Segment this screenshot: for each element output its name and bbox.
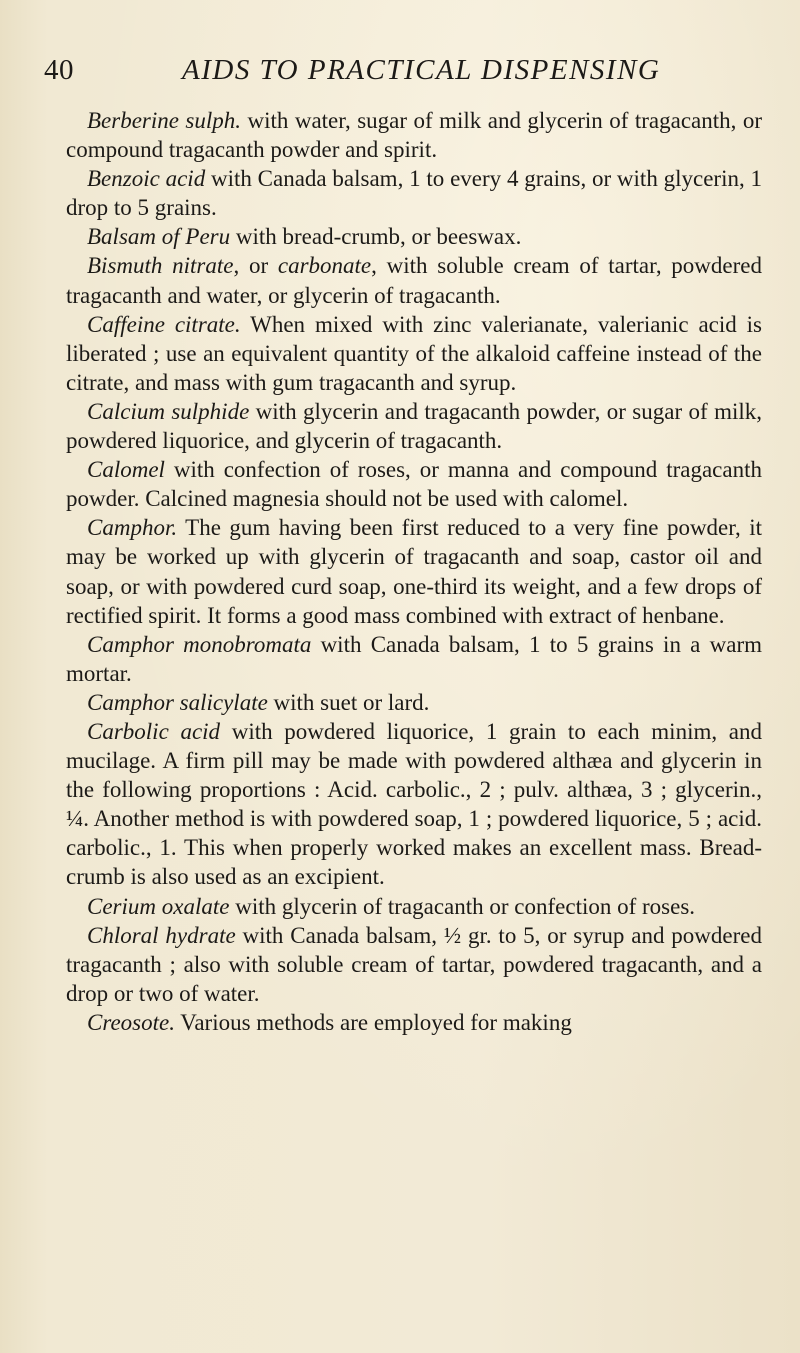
entry-term: Calomel [87,457,165,483]
entry-camphor-salicylate [66,688,762,717]
entry-text: with Canada balsam, ½ gr. to 5, or syrup and powdered tragacanth ; also with soluble cream of tartar, powdered tragacanth, and a drop or two of water. [66,922,762,1006]
entry-term-alt: carbonate [277,253,372,279]
page-number: 40 [44,54,74,86]
entry-term: Camphor salicylate [87,689,268,715]
entry-text: with Canada balsam, 1 to 5 grains in a warm mortar. [66,631,762,686]
entry-text: with Canada balsam, 1 to every 4 grains, or with glycerin, 1 drop to 5 grains. [66,166,762,221]
entry-text: with confection of roses, or manna and compound tragacanth powder. Calcined magnesia should not be used with calomel. [66,457,762,512]
entry-benzoic-acid [66,164,762,222]
entry-calcium-sulphide [66,397,762,455]
entry-term: Caffeine citrate. [87,311,241,337]
entry-term: Carbolic acid [87,718,221,744]
entry-text-joiner: , or [233,253,278,279]
entry-balsam-of-peru [66,222,762,251]
body-text [66,106,762,1037]
running-title: AIDS TO PRACTICAL DISPENSING [182,54,661,86]
entry-camphor-monobromata [66,630,762,688]
entry-text: with glycerin of tragacanth or confection of roses. [229,893,696,919]
entry-text: with powdered liquorice, 1 grain to each minim, and mucilage. A firm pill may be made with powdered althæa and glycerin in the following proportions : Acid. carbolic., 2 ; pulv. althæa, 3 ; glycerin., ¼. Another method is with powdered soap, 1 ; powdered liquorice, 5 ; acid. carbolic., 1. This when properly worked makes an excellent mass. Bread-crumb is also used as an excipient. [66,718,762,890]
entry-text: , with soluble cream of tartar, powdered tragacanth and water, or glycerin of tragacanth. [66,253,762,308]
entry-text: with glycerin and tragacanth powder, or sugar of milk, powdered liquorice, and glycerin of tragacanth. [66,398,762,454]
entry-term: Creosote. [87,1009,175,1035]
entry-chloral-hydrate [66,921,762,1008]
entry-camphor [66,513,762,629]
entry-creosote [66,1008,762,1037]
entry-text: The gum having been first reduced to a very fine powder, it may be worked up with glycerin of tragacanth and soap, castor oil and soap, or with powdered curd soap, one-third its weight, and a few drops of rectified spirit. It forms a good mass combined with extract of henbane. [66,515,762,628]
entry-term: Camphor monobromata [87,631,312,657]
entry-text: with water, sugar of milk and glycerin of tragacanth, or compound tragacanth powder and spirit. [66,108,762,163]
entry-berberine [66,106,762,164]
entry-carbolic-acid [66,717,762,892]
entry-term: Chloral hydrate [87,922,236,948]
entry-term: Calcium sulphide [87,398,250,424]
entry-term: Benzoic acid [87,166,206,192]
entry-cerium-oxalate [66,892,762,921]
entry-term: Berberine sulph. [87,108,242,133]
entry-calomel [66,455,762,513]
entry-bismuth [66,251,762,309]
entry-text: When mixed with zinc valerianate, valerianic acid is liberated ; use an equivalent quantity of the alkaloid caffeine instead of the citrate, and mass with gum tragacanth and syrup. [66,311,762,395]
entry-term: Cerium oxalate [87,893,230,919]
entry-text: Various methods are employed for making [174,1009,572,1035]
entry-term: Bismuth nitrate [87,253,234,279]
entry-text: with suet or lard. [267,689,430,715]
entry-term: Balsam of Peru [87,224,231,250]
entry-term: Camphor. [87,515,178,541]
entry-text: with bread-crumb, or beeswax. [230,224,522,250]
page-header [44,54,764,94]
entry-caffeine-citrate [66,310,762,397]
